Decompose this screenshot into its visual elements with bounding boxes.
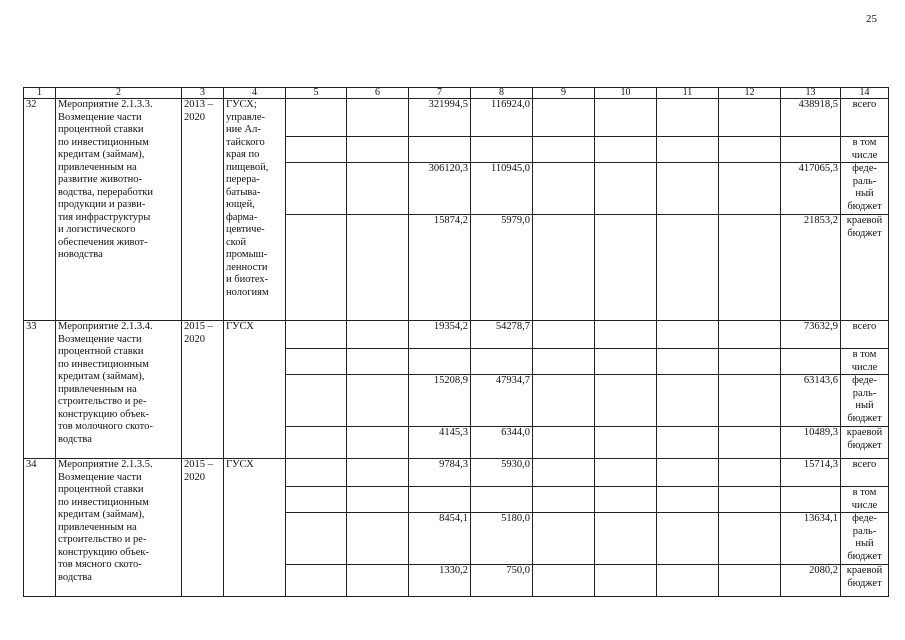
budget-type: всего — [841, 321, 889, 349]
header-cell: 9 — [533, 88, 595, 99]
executor: ГУСХ; управле- ние Ал- тайского края по пищевой, перера- батыва- ющей, фарма- цевтиче- ской промыш- ленности и биотех- нологиям — [224, 99, 286, 321]
value-cell — [471, 487, 533, 513]
budget-type: феде- раль- ный бюджет — [841, 163, 889, 215]
executor: ГУСХ — [224, 321, 286, 459]
value-cell: 110945,0 — [471, 163, 533, 215]
header-cell: 14 — [841, 88, 889, 99]
value-cell: 1330,2 — [409, 565, 471, 597]
header-cell: 4 — [224, 88, 286, 99]
total-cell: 2080,2 — [781, 565, 841, 597]
value-cell: 321994,5 — [409, 99, 471, 137]
budget-type: краевой бюджет — [841, 215, 889, 321]
total-cell: 21853,2 — [781, 215, 841, 321]
value-cell: 4145,3 — [409, 427, 471, 459]
header-cell: 1 — [24, 88, 56, 99]
header-cell: 11 — [657, 88, 719, 99]
header-cell: 6 — [347, 88, 409, 99]
value-cell: 750,0 — [471, 565, 533, 597]
row-number: 34 — [24, 459, 56, 597]
value-cell: 8454,1 — [409, 513, 471, 565]
value-cell — [409, 487, 471, 513]
row-number: 33 — [24, 321, 56, 459]
header-cell: 5 — [286, 88, 347, 99]
value-cell: 5180,0 — [471, 513, 533, 565]
table-row — [24, 99, 889, 137]
value-cell: 9784,3 — [409, 459, 471, 487]
header-row — [24, 88, 889, 99]
total-cell: 438918,5 — [781, 99, 841, 137]
budget-type: в том числе — [841, 349, 889, 375]
value-cell: 116924,0 — [471, 99, 533, 137]
value-cell: 6344,0 — [471, 427, 533, 459]
value-cell — [471, 137, 533, 163]
value-cell — [471, 349, 533, 375]
row-number: 32 — [24, 99, 56, 321]
budget-type: в том числе — [841, 487, 889, 513]
period: 2015 – 2020 — [182, 459, 224, 597]
header-cell: 3 — [182, 88, 224, 99]
value-cell — [409, 349, 471, 375]
header-cell: 10 — [595, 88, 657, 99]
total-cell: 63143,6 — [781, 375, 841, 427]
table-row — [24, 321, 889, 349]
header-cell: 2 — [56, 88, 182, 99]
header-cell: 13 — [781, 88, 841, 99]
budget-type: феде- раль- ный бюджет — [841, 375, 889, 427]
value-cell: 15874,2 — [409, 215, 471, 321]
value-cell — [409, 137, 471, 163]
value-cell: 47934,7 — [471, 375, 533, 427]
total-cell — [781, 349, 841, 375]
budget-type: всего — [841, 459, 889, 487]
measure-name: Мероприятие 2.1.3.3. Возмещение части процентной ставки по инвестиционным кредитам (займам), привлеченным на развитие животно- водства, переработки продукции и разви- тия инфраструктуры и логистического обеспечения живот- новодства — [56, 99, 182, 321]
total-cell: 13634,1 — [781, 513, 841, 565]
period: 2013 – 2020 — [182, 99, 224, 321]
total-cell: 15714,3 — [781, 459, 841, 487]
executor: ГУСХ — [224, 459, 286, 597]
header-cell: 12 — [719, 88, 781, 99]
total-cell: 417065,3 — [781, 163, 841, 215]
total-cell: 73632,9 — [781, 321, 841, 349]
budget-type: феде- раль- ный бюджет — [841, 513, 889, 565]
period: 2015 – 2020 — [182, 321, 224, 459]
budget-type: в том числе — [841, 137, 889, 163]
budget-type: всего — [841, 99, 889, 137]
measure-name: Мероприятие 2.1.3.4. Возмещение части процентной ставки по инвестиционным кредитам (займам), привлеченным на строительство и ре- конструкцию объек- тов молочного ското- водства — [56, 321, 182, 459]
budget-type: краевой бюджет — [841, 565, 889, 597]
header-cell: 7 — [409, 88, 471, 99]
table-row — [24, 459, 889, 487]
budget-type: краевой бюджет — [841, 427, 889, 459]
budget-table — [23, 87, 889, 597]
value-cell: 5930,0 — [471, 459, 533, 487]
page-number: 25 — [866, 13, 877, 25]
measure-name: Мероприятие 2.1.3.5. Возмещение части процентной ставки по инвестиционным кредитам (займам), привлеченным на строительство и ре- конструкцию объек- тов мясного ското- водства — [56, 459, 182, 597]
value-cell: 306120,3 — [409, 163, 471, 215]
total-cell — [781, 137, 841, 163]
value-cell: 15208,9 — [409, 375, 471, 427]
value-cell: 19354,2 — [409, 321, 471, 349]
header-cell: 8 — [471, 88, 533, 99]
value-cell: 5979,0 — [471, 215, 533, 321]
total-cell: 10489,3 — [781, 427, 841, 459]
total-cell — [781, 487, 841, 513]
value-cell: 54278,7 — [471, 321, 533, 349]
